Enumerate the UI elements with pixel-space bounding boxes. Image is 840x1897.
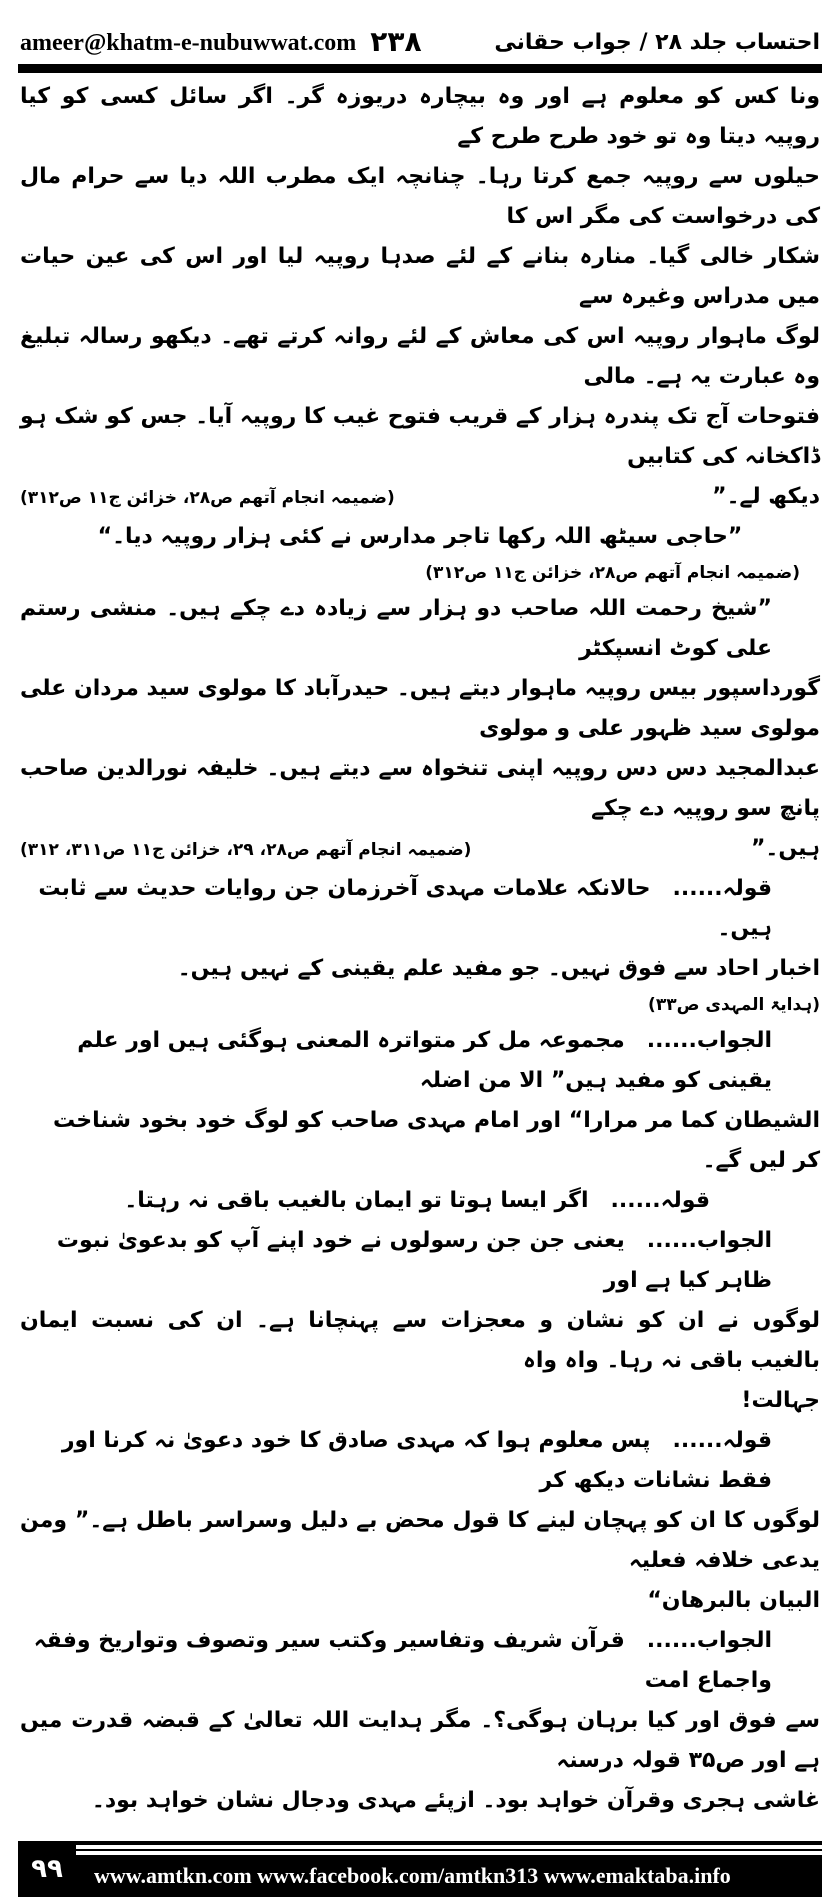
text-line bbox=[20, 1181, 820, 1221]
line-text: سے فوق اور کیا برہان ہوگی؟۔ مگر ہدایت اللہ تعالیٰ کے قبضہ قدرت میں ہے اور ص۳۵ قولہ درسنہ bbox=[20, 1708, 820, 1773]
line-text: حالانکہ علامات مہدی آخرزمان جن روایات حدیث سے ثابت ہیں۔ bbox=[38, 876, 772, 941]
text-line bbox=[20, 1381, 820, 1421]
aljawab-label: الجواب...... bbox=[646, 1228, 772, 1253]
line-text: ”حاجی سیٹھ اللہ رکھا تاجر مدارس نے کئی ہزار روپیہ دیا۔“ bbox=[97, 524, 743, 549]
header-email: ameer@khatm-e-nubuwwat.com bbox=[20, 30, 357, 56]
line-text: گورداسپور بیس روپیہ ماہوار دیتے ہیں۔ حیدرآباد کا مولوی سید مردان علی مولوی سید ظہور علی و مولوی bbox=[20, 676, 820, 741]
text-line bbox=[20, 1501, 820, 1581]
footer-page-number: ۹۹ bbox=[18, 1841, 76, 1897]
text-line bbox=[20, 157, 820, 237]
text-line bbox=[20, 589, 820, 669]
citation: (ہدایۃ المہدی ص۳۳) bbox=[648, 995, 820, 1015]
qoulah-label: قولہ...... bbox=[672, 876, 772, 901]
qoulah-label: قولہ...... bbox=[610, 1188, 710, 1213]
line-text: حیلوں سے روپیہ جمع کرتا رہا۔ چنانچہ ایک مطرب اللہ دیا سے حرام مال کی درخواست کی مگر اس کا bbox=[20, 164, 820, 229]
line-text: دیکھ لے۔” bbox=[712, 484, 820, 509]
line-text: غاشی ہجری وقرآن خواہد بود۔ ازپئے مہدی ودجال نشان خواہد بود۔ bbox=[91, 1788, 820, 1813]
text-line bbox=[20, 1621, 820, 1701]
text-line bbox=[20, 77, 820, 157]
quote-line bbox=[20, 517, 820, 557]
line-text: یعنی جن جن رسولوں نے خود اپنے آپ کو بدعویٰ نبوت ظاہر کیا ہے اور bbox=[56, 1228, 772, 1293]
text-line bbox=[20, 749, 820, 829]
line-text: لوگ ماہوار روپیہ اس کی معاش کے لئے روانہ کرتے تھے۔ دیکھو رسالہ تبلیغ وہ عبارت یہ ہے۔ مالی bbox=[20, 324, 820, 389]
footer-rule bbox=[76, 1849, 822, 1851]
line-text: عبدالمجید دس دس روپیہ اپنی تنخواہ سے دیتے ہیں۔ خلیفہ نورالدین صاحب پانچ سو روپیہ دے چکے bbox=[20, 756, 820, 821]
page-body bbox=[0, 73, 840, 1821]
text-line bbox=[20, 1221, 820, 1301]
line-text: ”شیخ رحمت اللہ صاحب دو ہزار سے زیادہ دے چکے ہیں۔ منشی رستم علی کوٹ انسپکٹر bbox=[20, 596, 772, 661]
line-text: لوگوں نے ان کو نشان و معجزات سے پہنچانا ہے۔ ان کی نسبت ایمان بالغیب باقی نہ رہا۔ واہ واہ bbox=[20, 1308, 820, 1373]
text-line bbox=[20, 237, 820, 317]
line-text: اخبار احاد سے فوق نہیں۔ جو مفید علم یقینی کے نہیں ہیں۔ bbox=[177, 956, 820, 981]
page-header bbox=[0, 0, 840, 73]
qoulah-label: قولہ...... bbox=[672, 1428, 772, 1453]
line-text: ہیں۔” bbox=[750, 836, 820, 861]
page-footer bbox=[18, 1841, 822, 1897]
footer-urls: www.amtkn.com www.facebook.com/amtkn313 www.emaktaba.info bbox=[76, 1855, 822, 1897]
text-line bbox=[20, 669, 820, 749]
line-text: جہالت! bbox=[741, 1388, 820, 1413]
citation: (ضمیمہ انجام آتھم ص۲۸، خزائن ج۱۱ ص۳۱۲) bbox=[425, 563, 800, 583]
line-text: شکار خالی گیا۔ منارہ بنانے کے لئے صدہا روپیہ لیا اور اس کی عین حیات میں مدراس وغیرہ سے bbox=[20, 244, 820, 309]
line-text: البیان بالبرھان“ bbox=[647, 1588, 820, 1613]
text-line bbox=[20, 869, 820, 949]
text-line bbox=[20, 557, 820, 589]
aljawab-label: الجواب...... bbox=[646, 1628, 772, 1653]
text-line bbox=[20, 317, 820, 397]
text-line bbox=[20, 1301, 820, 1381]
line-text: الشیطان کما مر مرارا“ اور امام مہدی صاحب کو لوگ خود بخود شناخت کر لیں گے۔ bbox=[53, 1108, 820, 1173]
citation: (ضمیمہ انجام آتھم ص۲۸، خزائن ج۱۱ ص۳۱۲) bbox=[20, 488, 395, 508]
text-line bbox=[20, 397, 820, 477]
line-text: لوگوں کا ان کو پہچان لینے کا قول محض بے دلیل وسراسر باطل ہے۔” ومن یدعی خلافہ فعلیہ bbox=[20, 1508, 820, 1573]
line-text: پس معلوم ہوا کہ مہدی صادق کا خود دعویٰ نہ کرنا اور فقط نشانات دیکھ کر bbox=[61, 1428, 772, 1493]
text-line bbox=[20, 949, 820, 1021]
line-text: اگر ایسا ہوتا تو ایمان بالغیب باقی نہ رہتا۔ bbox=[124, 1188, 589, 1213]
line-text: قرآن شریف وتفاسیر وکتب سیر وتصوف وتواریخ وفقہ واجماع امت bbox=[33, 1628, 772, 1693]
text-line bbox=[20, 1781, 820, 1821]
text-line bbox=[20, 829, 820, 869]
text-line bbox=[20, 1021, 820, 1101]
text-line bbox=[20, 1101, 820, 1181]
footer-rule bbox=[76, 1841, 822, 1845]
header-page-number: ۲۳۸ bbox=[370, 25, 422, 58]
line-text: مجموعہ مل کر متواترہ المعنی ہوگئی ہیں اور علم یقینی کو مفید ہیں” الا من اضلہ bbox=[77, 1028, 772, 1093]
text-line bbox=[20, 477, 820, 517]
citation: (ضمیمہ انجام آتھم ص۲۸، ۲۹، خزائن ج۱۱ ص۳۱۱، ۳۱۲) bbox=[20, 840, 472, 860]
text-line bbox=[20, 1581, 820, 1621]
text-line bbox=[20, 1701, 820, 1781]
header-rule bbox=[18, 64, 822, 73]
header-book-title: احتساب جلد ۲۸ / جواب حقانی bbox=[494, 30, 820, 55]
text-line bbox=[20, 1421, 820, 1501]
line-text: ونا کس کو معلوم ہے اور وہ بیچارہ دریوزہ گر۔ اگر سائل کسی کو کیا روپیہ دیتا وہ تو خود طرح طرح کے bbox=[20, 84, 820, 149]
aljawab-label: الجواب...... bbox=[646, 1028, 772, 1053]
line-text: فتوحات آج تک پندرہ ہزار کے قریب فتوح غیب کا روپیہ آیا۔ جس کو شک ہو ڈاکخانہ کی کتابیں bbox=[20, 404, 820, 469]
